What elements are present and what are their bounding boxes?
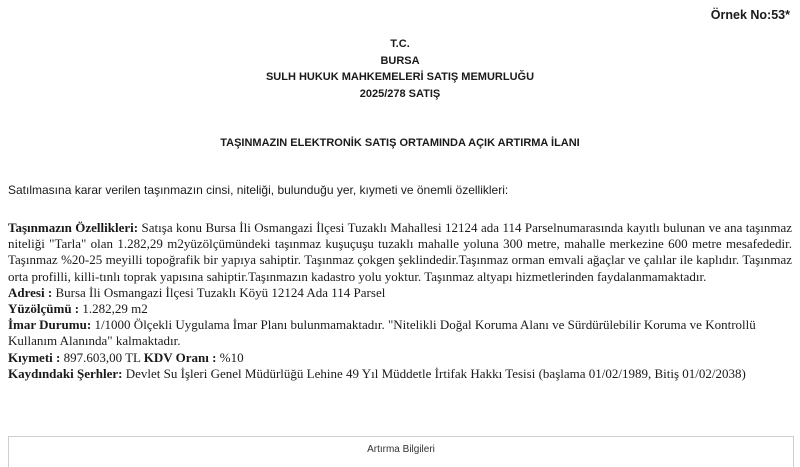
auction-info-label: Artırma Bilgileri (367, 444, 435, 455)
conditions-row (8, 366, 792, 382)
zoning-row (8, 317, 792, 349)
features-label: Taşınmazın Özellikleri: (8, 220, 139, 235)
vat-text: %10 (219, 349, 244, 365)
notice-title: TAŞINMAZIN ELEKTRONİK SATIŞ ORTAMINDA AÇIK ARTIRMA İLANI (220, 137, 580, 149)
example-number: Örnek No:53* (710, 8, 790, 22)
address-label: Adresi : (8, 284, 53, 300)
intro-text: Satılmasına karar verilen taşınmazın cinsi, niteliği, bulunduğu yer, kıymeti ve önemli özellikleri: (8, 183, 509, 197)
conditions-text: Devlet Su İşleri Genel Müdürlüğü Lehine 49 Yıl Müddetle İrtifak Hakkı Tesisi (başlama 01/02/1989, Bitiş 01/02/2038) (125, 365, 746, 381)
header-office: SULH HUKUK MAHKEMELERİ SATIŞ MEMURLUĞU (265, 71, 535, 83)
value-row (8, 350, 792, 366)
header-city: BURSA (380, 54, 420, 67)
address-text: Bursa İli Osmangazi İlçesi Tuzaklı Köyü 12124 Ada 114 Parsel (55, 284, 386, 300)
court-header (0, 36, 800, 102)
header-country: T.C. (390, 38, 410, 50)
zoning-text: 1/1000 Ölçekli Uygulama İmar Planı bulunmamaktadır. "Nitelikli Doğal Koruma Alanı ve Sürdürülebilir Koruma ve Kontrollü Kullanım Alanında" kalmaktadır. (8, 317, 756, 349)
vat-label: KDV Oranı : (143, 349, 217, 365)
address-row (8, 285, 792, 301)
zoning-label: İmar Durumu: (8, 317, 92, 333)
features-paragraph (8, 220, 792, 285)
conditions-label: Kaydındaki Şerhler: (8, 365, 123, 381)
value-label: Kıymeti : (8, 349, 61, 365)
property-details (8, 220, 792, 382)
area-row (8, 301, 792, 317)
header-case-number: 2025/278 SATIŞ (359, 87, 441, 100)
features-text: Satışa konu Bursa İli Osmangazi İlçesi Tuzaklı Mahallesi 12124 ada 114 Parselnumarasında kayıtlı bulunan ve ana taşınmaz niteliği "Tarla" olan 1.282,29 m2yüzölçümündeki taşınmaz kuşuçuşu tuzaklı mahalle yoluna 300 metre, mahalle merkezine 600 metre mesafededir. Taşınmaz %20-25 meyilli topoğrafik bir yapıya sahiptir. Taşınmaz çokgen şeklindedir.Taşınmaz orman emvali ağaçlar ve çalılar ile kaplıdır. Taşınmaz orta profilli, killi-tınlı toprak yapısına sahiptir.Taşınmazın kadastro yolu yoktur. Taşınmaz altyapı hizmetlerinden faydalanmamaktadır. (8, 220, 792, 284)
value-text: 897.603,00 TL (63, 349, 141, 365)
area-text: 1.282,29 m2 (82, 301, 148, 317)
area-label: Yüzölçümü : (8, 301, 80, 317)
auction-info-box (8, 436, 794, 467)
